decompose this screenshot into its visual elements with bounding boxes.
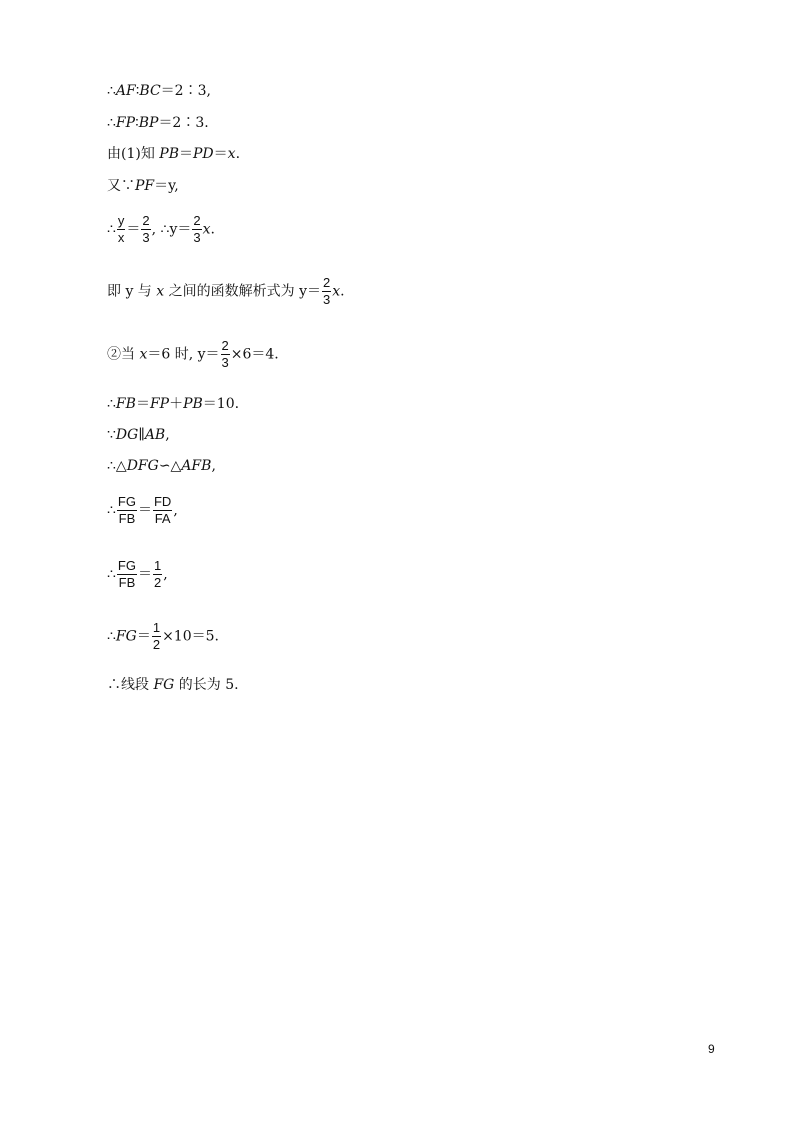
denominator: 3 — [322, 292, 331, 307]
segment-dg: DG — [115, 427, 139, 443]
line-text: ②当 — [107, 346, 140, 363]
comma: , — [211, 458, 216, 474]
line-af-bc-ratio — [107, 82, 211, 100]
therefore-symbol: ∴ — [107, 628, 116, 645]
line-dg-parallel-ab — [107, 426, 170, 444]
line-text: ＝y, — [154, 178, 179, 194]
segment-bp: BP — [138, 115, 159, 131]
therefore-symbol: ∴ — [107, 221, 116, 238]
equals: ＝ — [126, 221, 141, 238]
comma: , — [165, 427, 170, 443]
fraction — [117, 558, 137, 591]
variable-x: x — [139, 346, 148, 363]
therefore-symbol: ∴ — [107, 115, 116, 131]
plus: ＋ — [169, 396, 184, 412]
numerator: 1 — [152, 620, 161, 635]
numerator: y — [117, 213, 125, 228]
line-text: ∴△ — [107, 458, 127, 474]
variable-x: x — [332, 283, 341, 300]
denominator: 2 — [153, 575, 162, 590]
numerator: 1 — [153, 558, 162, 573]
line-pf-y — [107, 177, 179, 195]
because-symbol: ∵ — [107, 427, 116, 443]
line-function-expression — [107, 275, 345, 308]
ratio-colon: ∶ — [135, 115, 139, 131]
comma: , — [163, 566, 168, 583]
triangle-dfg: DFG — [126, 458, 159, 474]
fraction — [117, 494, 137, 527]
ratio-value: ＝2∶3. — [158, 115, 209, 131]
line-conclusion — [107, 676, 239, 694]
line-y-over-x — [107, 213, 215, 246]
denominator: 2 — [152, 637, 161, 652]
numerator: FG — [117, 494, 136, 509]
fraction — [322, 275, 331, 308]
line-x-equals-6 — [107, 338, 279, 371]
ratio-colon: ∶ — [135, 83, 140, 99]
fraction — [221, 338, 230, 371]
numerator: FD — [153, 494, 172, 509]
denominator: FB — [118, 511, 136, 526]
fraction — [152, 620, 161, 653]
segment-fg: FG — [115, 628, 137, 645]
line-fg-fb-fd-fa — [107, 494, 178, 527]
numerator: 2 — [142, 213, 150, 228]
therefore-symbol: ∴ — [107, 502, 116, 519]
fraction — [153, 558, 162, 591]
numerator: 2 — [322, 275, 331, 290]
period: . — [235, 146, 241, 162]
line-fb-sum — [107, 395, 239, 413]
segment-pb: PB — [183, 396, 203, 412]
similar-symbol: ∽△ — [158, 458, 182, 474]
fraction — [117, 213, 126, 246]
line-text: ×10＝5. — [162, 628, 219, 645]
line-similar-triangles — [107, 457, 216, 475]
denominator: 3 — [221, 355, 229, 370]
line-text: 的长为 5. — [174, 677, 239, 693]
period: . — [210, 221, 215, 238]
line-text: , ∴y＝ — [151, 221, 192, 238]
equals: ＝ — [137, 566, 152, 583]
denominator: 3 — [142, 230, 150, 245]
segment-bc: BC — [139, 83, 161, 99]
numerator: 2 — [221, 338, 229, 353]
line-fg-value — [107, 620, 219, 653]
page-number: 9 — [708, 1042, 715, 1056]
equals: ＝ — [136, 628, 151, 645]
equals: ＝ — [137, 502, 152, 519]
segment-ab: AB — [144, 427, 166, 443]
segment-fp: FP — [149, 396, 170, 412]
line-text: ＝10. — [202, 396, 240, 412]
line-text: ×6＝4. — [230, 346, 279, 363]
variable-x: x — [202, 221, 211, 238]
parallel-symbol: ∥ — [138, 427, 145, 443]
segment-pd: PD — [193, 146, 214, 162]
triangle-afb: AFB — [181, 458, 212, 474]
line-fg-fb-half — [107, 558, 168, 591]
period: . — [340, 283, 345, 300]
segment-fb: FB — [115, 396, 136, 412]
therefore-symbol: ∴ — [107, 83, 116, 99]
line-text: 之间的函数解析式为 y＝ — [164, 283, 321, 300]
segment-pb: PB — [159, 146, 179, 162]
numerator: 2 — [193, 213, 201, 228]
line-text: 由(1)知 — [107, 146, 160, 162]
fraction — [192, 213, 201, 246]
segment-fg: FG — [153, 677, 175, 693]
segment-af: AF — [115, 83, 136, 99]
equals: ＝ — [135, 396, 150, 412]
equals: ＝ — [213, 146, 228, 162]
therefore-symbol: ∴ — [107, 566, 116, 583]
fraction — [153, 494, 172, 527]
variable-x: x — [156, 283, 165, 300]
line-pb-pd-x — [107, 145, 240, 163]
line-text: 又∵ — [107, 178, 135, 194]
segment-pf: PF — [135, 178, 155, 194]
comma: , — [173, 502, 178, 519]
denominator: 3 — [193, 230, 201, 245]
denominator: FA — [154, 511, 171, 526]
therefore-symbol: ∴ — [107, 396, 116, 412]
fraction — [141, 213, 150, 246]
ratio-value: ＝2∶3, — [160, 83, 211, 99]
line-text: 即 y 与 — [107, 283, 157, 300]
equals: ＝ — [179, 146, 193, 162]
numerator: FG — [117, 558, 136, 573]
variable-x: x — [227, 146, 236, 162]
denominator: x — [117, 230, 125, 245]
line-text: ＝6 时, y＝ — [147, 346, 220, 363]
denominator: FB — [118, 575, 136, 590]
line-fp-bp-ratio — [107, 114, 209, 132]
line-text: ∴线段 — [107, 677, 154, 693]
segment-fp: FP — [115, 115, 136, 131]
